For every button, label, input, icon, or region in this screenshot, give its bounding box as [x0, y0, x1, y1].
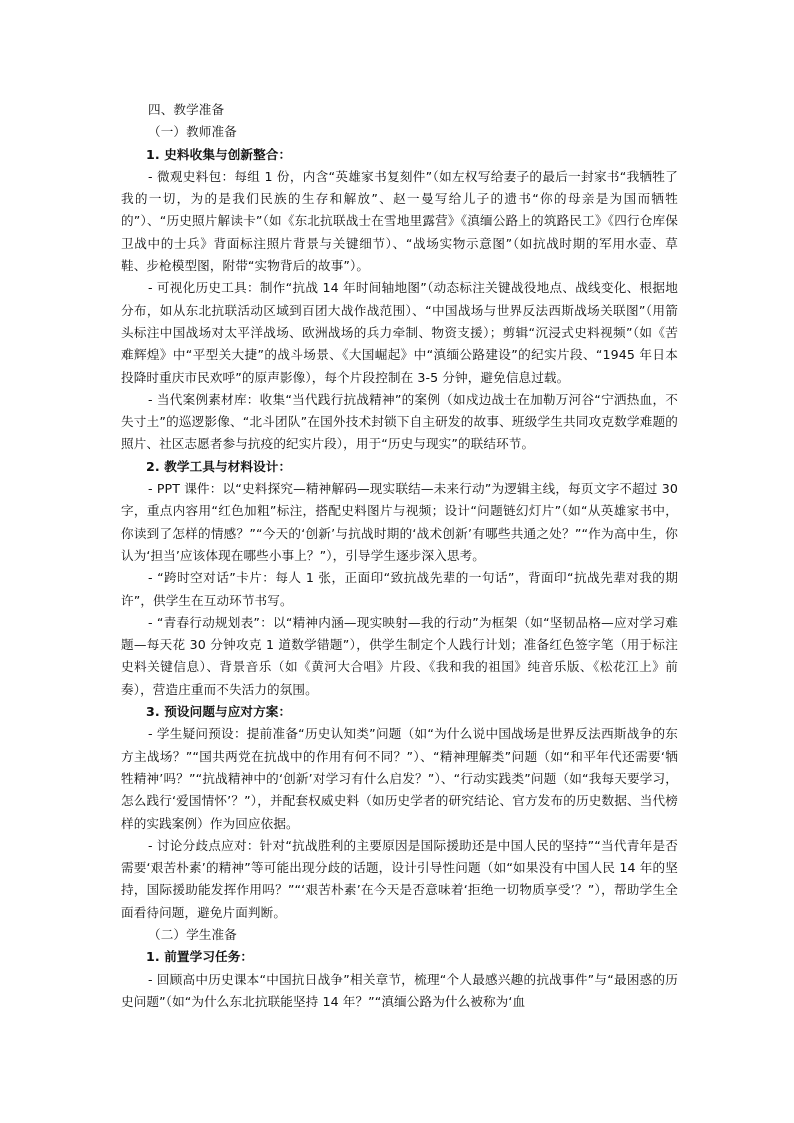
teacher-sub3-title: 3. 预设问题与应对方案： — [146, 704, 292, 720]
student-sub1-title: 1. 前置学习任务： — [146, 949, 254, 965]
student-prep-heading: （二）学生准备 — [148, 926, 237, 942]
document-body — [121, 99, 678, 1013]
teacher-sub1-para1: - 微观史料包：每组 1 份，内含“英雄家书复刻件”（如左权写给妻子的最后一封家书“我牺牲了我的一切，为的是我们民族的生存和解放”、赵一曼写给儿子的遗书“你的母亲是为国而牺牲的”）、“历史照片解读卡”（如《东北抗联战士在雪地里露营》《滇缅公路上的筑路民工》《四行仓库保卫战中的士兵》背面标注照片背景与关键细节）、“战场实物示意图”（如抗战时期的军用水壶、草鞋、步枪模型图，附带“实物背后的故事”）。 — [121, 168, 678, 274]
teacher-sub2-para1: - PPT 课件：以“史料探究—精神解码—现实联结—未来行动”为逻辑主线，每页文字不超过 30 字，重点内容用“红色加粗”标注，搭配史料图片与视频；设计“问题链幻灯片”（如“从英雄家书中，你读到了怎样的情感？”“今天的‘创新’与抗战时期的‘战术创新’有哪些共通之处？”“作为高中生，你认为‘担当’应该体现在哪些小事上？”），引导学生逐步深入思考。 — [121, 481, 678, 563]
teacher-sub1-para2: - 可视化历史工具：制作“抗战 14 年时间轴地图”（动态标注关键战役地点、战线变化、根据地分布，如从东北抗联活动区域到百团大战作战范围）、“中国战场与世界反法西斯战场关联图”（用箭头标注中国战场对太平洋战场、欧洲战场的兵力牵制、物资支援）；剪辑“沉浸式史料视频”（如《苦难辉煌》中“平型关大捷”的战斗场景、《大国崛起》中“滇缅公路建设”的纪实片段、“1945 年日本投降时重庆市民欢呼”的原声影像），每个片段控制在 3-5 分钟，避免信息过载。 — [121, 280, 678, 385]
teacher-sub2-para3: - “青春行动规划表”：以“精神内涵—现实映射—我的行动”为框架（如“坚韧品格—应对学习难题—每天花 30 分钟攻克 1 道数学错题”），供学生制定个人践行计划；准备红色签字笔（用于标注史料关键信息）、背景音乐（如《黄河大合唱》片段、《我和我的祖国》纯音乐版、《松花江上》前奏），营造庄重而不失活力的氛围。 — [121, 614, 678, 697]
teacher-prep-heading: （一）教师准备 — [148, 124, 237, 140]
teacher-sub1-para3: - 当代案例素材库：收集“当代践行抗战精神”的案例（如戍边战士在加勒万河谷“宁洒热血，不失寸土”的巡逻影像、“北斗团队”在国外技术封锁下自主研发的故事、班级学生共同攻克数学难题的照片、社区志愿者参与抗疫的纪实片段），用于“历史与现实”的联结环节。 — [121, 391, 678, 452]
teacher-sub2-para2: - “跨时空对话”卡片：每人 1 张，正面印“致抗战先辈的一句话”，背面印“抗战先辈对我的期许”，供学生在互动环节书写。 — [121, 570, 678, 608]
teacher-sub3-para1: - 学生疑问预设：提前准备“历史认知类”问题（如“为什么说中国战场是世界反法西斯战争的东方主战场？”“国共两党在抗战中的作用有何不同？”）、“精神理解类”问题（如“和平年代还需要‘牺牲精神’吗？”“抗战精神中的‘创新’对学习有什么启发？”）、“行动实践类”问题（如“我每天要学习，怎么践行‘爱国情怀’？”），并配套权威史料（如历史学者的研究结论、官方发布的历史数据、当代榜样的实践案例）作为回应依据。 — [121, 726, 678, 831]
teacher-sub1-title: 1. 史料收集与创新整合： — [146, 146, 292, 162]
teacher-sub3-para2: - 讨论分歧点应对：针对“抗战胜利的主要原因是国际援助还是中国人民的坚持”“当代青年是否需要‘艰苦朴素’的精神”等可能出现分歧的话题，设计引导性问题（如“如果没有中国人民 14 年的坚持，国际援助能发挥作用吗？”“‘艰苦朴素’在今天是否意味着‘拒绝一切物质享受’？”），帮助学生全面看待问题，避免片面判断。 — [121, 837, 678, 920]
section-title: 四、教学准备 — [148, 102, 225, 117]
teacher-sub2-title: 2. 教学工具与材料设计： — [146, 458, 292, 474]
student-sub1-para1: - 回顾高中历史课本“中国抗日战争”相关章节，梳理“个人最感兴趣的抗战事件”与“最困惑的历史问题”（如“为什么东北抗联能坚持 14 年？”“滇缅公路为什么被称为‘血 — [121, 971, 678, 1009]
